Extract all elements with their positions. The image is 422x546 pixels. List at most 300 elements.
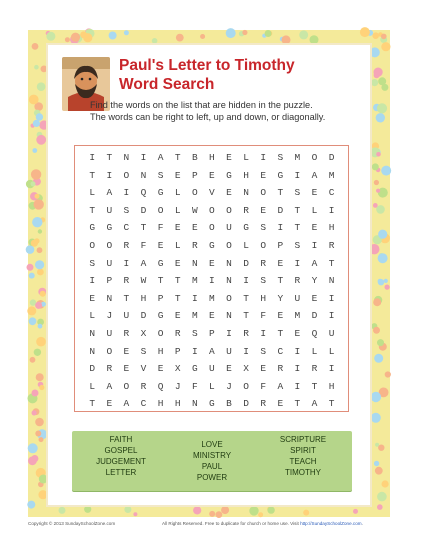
grid-letter: P <box>174 345 181 357</box>
word-bank-word: PAUL <box>201 462 223 471</box>
grid-letter: H <box>157 345 164 357</box>
grid-letter: G <box>89 222 96 234</box>
grid-row <box>83 363 340 381</box>
grid-letter: O <box>226 204 232 216</box>
grid-letter: A <box>140 257 147 269</box>
grid-letter: O <box>89 240 96 251</box>
grid-letter: O <box>209 222 215 234</box>
grid-letter: E <box>123 363 130 375</box>
border-dot <box>34 349 41 356</box>
border-dot <box>31 169 41 179</box>
grid-letter: B <box>191 152 198 163</box>
grid-letter: G <box>157 257 164 269</box>
border-dot <box>38 490 47 499</box>
grid-letter: R <box>123 275 130 287</box>
border-dot <box>34 65 39 70</box>
grid-letter: T <box>328 398 335 410</box>
border-dot <box>378 279 383 284</box>
border-dot <box>378 445 384 451</box>
grid-row <box>83 398 340 416</box>
grid-letter: H <box>260 292 267 304</box>
grid-letter: U <box>226 222 232 234</box>
border-dot <box>40 291 46 297</box>
border-dot <box>226 28 236 38</box>
grid-letter: N <box>191 257 198 269</box>
grid-letter: U <box>106 204 113 216</box>
grid-letter: T <box>174 152 181 163</box>
border-dot <box>216 511 223 518</box>
grid-letter: L <box>209 380 215 392</box>
border-dot <box>384 279 388 283</box>
grid-letter: E <box>209 310 215 322</box>
grid-letter: E <box>157 363 164 375</box>
instructions-line-1: Find the words on the list that are hidden in the puzzle. <box>90 100 313 110</box>
grid-letter: R <box>243 204 249 216</box>
grid-letter: N <box>226 257 232 269</box>
grid-letter: I <box>294 363 301 375</box>
grid-letter: A <box>277 380 284 392</box>
grid-row <box>83 258 340 276</box>
grid-letter: D <box>328 152 335 163</box>
border-dot <box>38 324 43 329</box>
grid-letter: C <box>328 187 335 199</box>
border-dot <box>38 229 42 233</box>
border-dot <box>381 166 391 176</box>
grid-letter: I <box>328 363 335 375</box>
grid-letter: F <box>260 310 267 322</box>
border-dot <box>36 135 46 145</box>
grid-letter: T <box>277 275 284 287</box>
word-bank-word: JUDGEMENT <box>96 457 146 466</box>
border-dot <box>299 30 308 39</box>
border-dot <box>27 501 35 509</box>
grid-letter: E <box>174 169 181 181</box>
border-dot <box>31 181 36 186</box>
grid-row <box>83 187 340 205</box>
border-dot <box>373 203 378 208</box>
border-dot <box>29 317 37 325</box>
word-bank-word: SPIRIT <box>290 446 316 455</box>
grid-letter: C <box>140 398 147 410</box>
title-line-1: Paul's Letter to Timothy <box>119 57 295 74</box>
border-dot <box>377 492 387 502</box>
border-dot <box>374 461 379 466</box>
grid-letter: O <box>226 240 232 251</box>
border-dot <box>36 337 46 347</box>
border-dot <box>377 504 383 510</box>
grid-letter: R <box>328 240 335 251</box>
grid-letter: T <box>277 187 284 199</box>
border-dot <box>376 152 381 157</box>
border-dot <box>378 230 387 239</box>
border-dot <box>360 27 370 37</box>
grid-letter: O <box>123 380 130 392</box>
border-dot <box>65 37 70 42</box>
grid-letter: A <box>311 257 318 269</box>
grid-letter: G <box>106 222 113 234</box>
grid-letter: O <box>260 187 267 199</box>
border-dot <box>26 245 35 254</box>
border-dot <box>84 506 91 513</box>
grid-letter: M <box>191 275 198 287</box>
word-bank-word: GOSPEL <box>104 446 138 455</box>
border-dot <box>385 371 391 377</box>
grid-letter: Y <box>311 275 318 287</box>
grid-row <box>83 381 340 399</box>
grid-letter: F <box>140 240 147 251</box>
grid-letter: G <box>157 187 164 199</box>
grid-letter: D <box>140 204 147 216</box>
grid-letter: A <box>123 398 130 410</box>
grid-row <box>83 310 340 328</box>
grid-letter: S <box>123 204 130 216</box>
border-dot <box>32 43 39 50</box>
grid-letter: R <box>311 363 318 375</box>
grid-letter: N <box>243 187 249 199</box>
border-dot <box>33 120 40 127</box>
grid-letter: S <box>294 240 301 251</box>
border-dot <box>29 95 39 105</box>
grid-letter: C <box>123 222 130 234</box>
grid-letter: A <box>311 169 318 181</box>
border-dot <box>377 103 387 113</box>
border-dot <box>41 66 48 73</box>
grid-letter: G <box>277 169 284 181</box>
border-dot <box>27 264 34 271</box>
word-bank-column-1 <box>78 434 164 478</box>
grid-letter: J <box>174 380 181 392</box>
grid-letter: R <box>123 328 130 339</box>
grid-letter: G <box>209 240 215 251</box>
border-dot <box>377 339 384 346</box>
border-dot <box>152 38 158 44</box>
border-dot <box>221 506 229 514</box>
grid-letter: G <box>191 363 198 375</box>
grid-letter: U <box>226 345 232 357</box>
border-dot <box>265 30 272 37</box>
grid-letter: P <box>191 169 198 181</box>
grid-letter: H <box>328 380 335 392</box>
grid-letter: H <box>243 169 249 181</box>
grid-letter: G <box>226 169 232 181</box>
grid-letter: Y <box>277 292 284 304</box>
grid-row <box>83 222 340 240</box>
grid-letter: U <box>106 257 113 269</box>
grid-letter: A <box>106 380 113 392</box>
grid-letter: V <box>140 363 147 375</box>
border-dot <box>35 260 44 269</box>
border-dot <box>353 509 358 514</box>
grid-letter: I <box>328 292 335 304</box>
grid-letter: D <box>89 363 96 375</box>
grid-letter: I <box>328 310 335 322</box>
word-bank-word: TIMOTHY <box>285 468 321 477</box>
grid-letter: J <box>106 310 113 322</box>
border-dot <box>376 189 380 193</box>
grid-letter: D <box>243 257 249 269</box>
grid-letter: N <box>328 275 335 287</box>
grid-letter: L <box>174 204 181 216</box>
grid-letter: E <box>260 169 267 181</box>
grid-letter: C <box>277 345 284 357</box>
border-dot <box>371 392 381 402</box>
border-dot <box>376 113 385 122</box>
grid-letter: L <box>89 187 96 199</box>
grid-letter: P <box>209 328 215 339</box>
border-dot <box>28 456 37 465</box>
grid-letter: A <box>106 187 113 199</box>
border-dot <box>36 373 44 381</box>
grid-letter: L <box>174 240 181 251</box>
grid-letter: P <box>277 240 284 251</box>
grid-letter: M <box>191 310 198 322</box>
grid-letter: E <box>226 187 232 199</box>
grid-letter: G <box>209 398 215 410</box>
grid-letter: O <box>123 169 130 181</box>
border-dot <box>375 467 383 475</box>
grid-letter: W <box>140 275 147 287</box>
grid-letter: U <box>328 328 335 339</box>
border-dot <box>133 512 137 516</box>
grid-letter: I <box>123 257 130 269</box>
grid-letter: I <box>294 380 301 392</box>
grid-letter: R <box>174 328 181 339</box>
grid-letter: D <box>140 310 147 322</box>
grid-letter: L <box>311 204 318 216</box>
grid-letter: X <box>174 363 181 375</box>
grid-letter: T <box>89 204 96 216</box>
grid-letter: I <box>209 275 215 287</box>
grid-letter: E <box>226 363 232 375</box>
grid-letter: O <box>157 328 164 339</box>
grid-letter: S <box>294 187 301 199</box>
border-dot <box>35 418 44 427</box>
border-dot <box>29 273 35 279</box>
grid-letter: E <box>174 310 181 322</box>
grid-letter: F <box>157 222 164 234</box>
word-bank-word: MINISTRY <box>192 451 232 460</box>
border-dot <box>124 506 131 513</box>
border-dot <box>369 244 379 254</box>
grid-letter: O <box>157 204 164 216</box>
grid-letter: A <box>311 398 318 410</box>
grid-letter: S <box>260 275 267 287</box>
grid-letter: T <box>328 257 335 269</box>
border-dot <box>370 47 380 57</box>
footer-link[interactable]: http://SundaySchoolZone.com <box>300 521 362 526</box>
grid-letter: S <box>89 257 96 269</box>
grid-letter: E <box>311 222 318 234</box>
word-bank-word: LETTER <box>105 468 137 477</box>
grid-letter: D <box>243 398 249 410</box>
grid-letter: H <box>328 222 335 234</box>
grid-letter: E <box>294 328 301 339</box>
border-dot <box>32 390 39 397</box>
grid-letter: M <box>209 292 215 304</box>
border-dot <box>371 79 378 86</box>
border-dot <box>378 253 388 263</box>
grid-letter: I <box>191 292 198 304</box>
border-dot <box>37 269 44 276</box>
border-dot <box>373 327 380 334</box>
grid-letter: I <box>243 275 249 287</box>
border-dot <box>35 302 42 309</box>
word-bank <box>72 431 352 491</box>
grid-letter: E <box>209 257 215 269</box>
grid-letter: E <box>277 310 284 322</box>
grid-letter: I <box>226 328 232 339</box>
word-bank-word: SCRIPTURE <box>279 435 327 444</box>
grid-letter: T <box>174 275 181 287</box>
grid-letter: L <box>174 187 181 199</box>
instructions <box>90 99 365 123</box>
grid-letter: E <box>157 240 164 251</box>
grid-letter: O <box>106 345 113 357</box>
border-dot <box>310 35 319 44</box>
border-dot <box>37 247 43 253</box>
grid-letter: E <box>260 363 267 375</box>
grid-letter: R <box>140 380 147 392</box>
grid-letter: R <box>294 275 301 287</box>
footer-rights <box>162 521 363 526</box>
grid-letter: N <box>140 169 147 181</box>
grid-letter: S <box>191 328 198 339</box>
grid-letter: D <box>311 310 318 322</box>
border-dot <box>249 506 258 515</box>
grid-letter: X <box>243 363 249 375</box>
border-dot <box>378 77 386 85</box>
grid-letter: R <box>106 363 113 375</box>
word-bank-word: TEACH <box>289 457 317 466</box>
grid-row <box>83 240 340 258</box>
border-dot <box>32 217 42 227</box>
grid-letter: S <box>260 222 267 234</box>
word-bank-word: FAITH <box>109 435 133 444</box>
grid-letter: T <box>106 152 113 163</box>
grid-letter: E <box>174 257 181 269</box>
grid-letter: L <box>89 310 96 322</box>
grid-letter: E <box>260 204 267 216</box>
grid-letter: T <box>277 328 284 339</box>
border-dot <box>28 443 38 453</box>
grid-letter: I <box>311 240 318 251</box>
grid-letter: T <box>243 310 249 322</box>
border-dot <box>30 357 36 363</box>
grid-letter: I <box>260 328 267 339</box>
grid-letter: R <box>191 240 198 251</box>
grid-letter: G <box>243 222 249 234</box>
border-dot <box>242 30 247 35</box>
grid-letter: F <box>191 380 198 392</box>
border-dot <box>32 148 37 153</box>
grid-letter: O <box>311 152 318 163</box>
footer-period: . <box>361 521 363 526</box>
border-dot <box>31 410 36 415</box>
grid-letter: I <box>89 152 96 163</box>
grid-letter: J <box>226 380 232 392</box>
border-dot <box>193 506 201 514</box>
grid-letter: L <box>311 345 318 357</box>
grid-row <box>83 275 340 293</box>
grid-letter: O <box>243 380 249 392</box>
grid-letter: E <box>174 222 181 234</box>
grid-letter: P <box>157 292 164 304</box>
border-dot <box>59 507 66 514</box>
border-dot <box>267 506 274 513</box>
page-title <box>119 56 359 94</box>
border-dot <box>200 34 205 39</box>
grid-letter: O <box>209 204 215 216</box>
grid-letter: R <box>243 328 249 339</box>
footer-rights-text: All Rights Reserved. Free to duplicate for church or home use. Visit <box>162 521 299 526</box>
border-dot <box>27 306 36 315</box>
grid-letter: S <box>260 345 267 357</box>
grid-letter: E <box>226 152 232 163</box>
grid-letter: I <box>294 169 301 181</box>
border-dot <box>80 31 87 38</box>
border-dot <box>381 42 390 51</box>
grid-letter: T <box>89 398 96 410</box>
grid-letter: L <box>89 380 96 392</box>
grid-letter: I <box>294 345 301 357</box>
border-dot <box>39 385 44 390</box>
grid-letter: G <box>157 310 164 322</box>
grid-letter: E <box>277 398 284 410</box>
title-line-2: Word Search <box>119 76 215 93</box>
border-dot <box>209 511 215 517</box>
grid-letter: T <box>311 380 318 392</box>
grid-letter: H <box>140 292 147 304</box>
grid-row <box>83 170 340 188</box>
grid-letter: L <box>328 345 335 357</box>
grid-letter: E <box>123 345 130 357</box>
grid-letter: I <box>123 187 130 199</box>
grid-letter: M <box>328 169 335 181</box>
border-dot <box>374 180 379 185</box>
border-dot <box>372 163 379 170</box>
grid-letter: N <box>106 292 113 304</box>
grid-letter: S <box>140 345 147 357</box>
border-dot <box>39 437 44 442</box>
border-dot <box>34 199 44 209</box>
grid-row <box>83 328 340 346</box>
word-bank-word: POWER <box>196 473 228 482</box>
border-dot <box>35 431 41 437</box>
grid-letter: N <box>191 398 198 410</box>
grid-letter: R <box>260 398 267 410</box>
border-dot <box>374 72 380 78</box>
grid-letter: F <box>260 380 267 392</box>
grid-letter: E <box>209 169 215 181</box>
border-dot <box>382 480 389 487</box>
grid-letter: N <box>226 310 232 322</box>
grid-letter: H <box>174 398 181 410</box>
border-dot <box>35 194 40 199</box>
grid-letter: E <box>191 222 198 234</box>
grid-letter: T <box>294 398 301 410</box>
grid-letter: N <box>89 328 96 339</box>
grid-letter: T <box>123 292 130 304</box>
grid-letter: N <box>89 345 96 357</box>
grid-letter: O <box>226 292 232 304</box>
grid-letter: N <box>123 152 130 163</box>
grid-letter: B <box>226 398 232 410</box>
grid-letter: I <box>191 345 198 357</box>
grid-letter: W <box>191 204 198 216</box>
grid-letter: E <box>106 398 113 410</box>
word-bank-column-2 <box>169 439 255 483</box>
border-dot <box>303 510 309 516</box>
